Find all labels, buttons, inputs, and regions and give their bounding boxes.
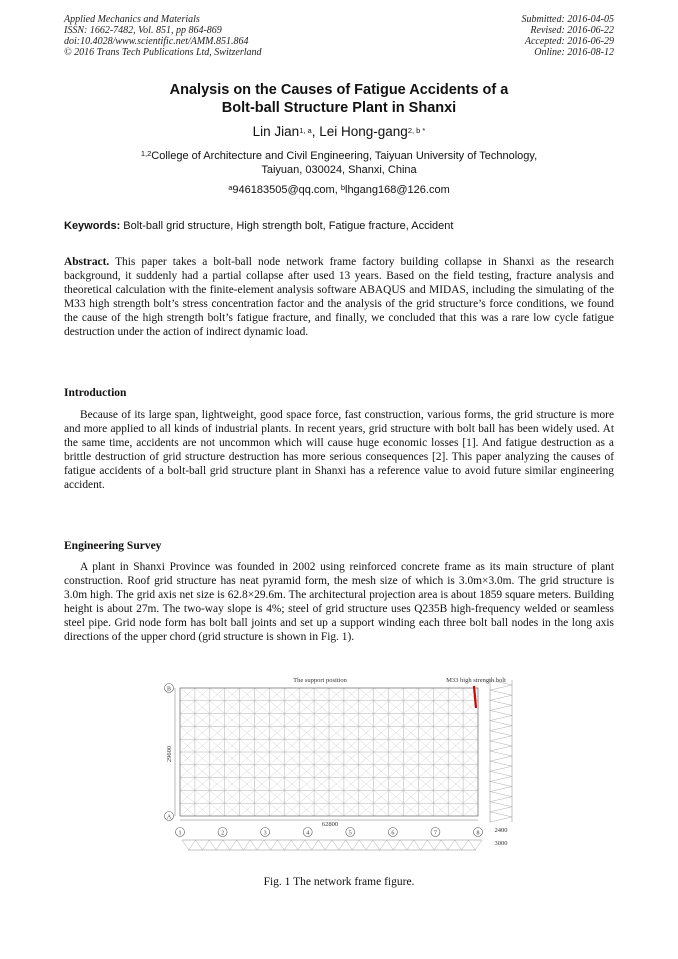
author-1-affiliation-mark: 1, a — [299, 126, 312, 135]
author-emails — [0, 184, 678, 196]
depth-dimension-1: 2400 — [494, 827, 508, 834]
email-a: 946183505@qq.com, — [232, 184, 341, 196]
axis-marker-label: 5 — [348, 830, 352, 837]
title-line-2: Bolt-ball Structure Plant in Shanxi — [221, 100, 457, 116]
survey-text: A plant in Shanxi Province was founded in 2002 using reinforced concrete frame as its main structure of plant construction. Roof grid structure has neat pyramid form, the mesh size of which is 3.0m×3.0m. The grid structure is 3.0m high. The grid axis net size is 62.8×29.6m. The architectural projection area is about 1859 square meters. Building height is about 27m. The two-way slope is 4%; steel of grid structure uses Q235B high-frequency welded or seamless steel pipe. Grid node form has bolt ball joints and set up a support winding each three bolt ball nodes in the long axis directions of the upper chord (grid structure is shown in Fig. 1). — [64, 561, 614, 643]
paper-title — [0, 81, 678, 117]
network-frame-figure — [160, 672, 516, 854]
journal-issn: ISSN: 1662-7482, Vol. 851, pp 864-869 — [64, 25, 222, 36]
row-label-bottom: A — [166, 814, 172, 821]
affiliation-line-2: Taiyuan, 030024, Shanxi, China — [261, 164, 417, 176]
axis-marker-label: 4 — [306, 830, 310, 837]
width-dimension: 62800 — [321, 821, 339, 828]
author-list — [0, 124, 678, 139]
axis-marker-label: 8 — [476, 830, 480, 837]
side-truss-elevation — [490, 680, 512, 822]
author-1: Lin Jian — [252, 124, 300, 139]
abstract-label: Abstract. — [64, 256, 110, 268]
abstract-text: This paper takes a bolt-ball node network frame factory building collapse in Shanxi as the research background, it suddenly had a partial collapse after used 13 years. Based on the field testing, fracture analysis and theoretical calculation with the finite-element analysis software ABAQUS and MIDAS, including the simulating of the M33 high strength bolt’s stress concentration factor and the analysis of the grid structure’s force conditions, we found the cause of the high strength bolt’s fatigue fracture, and finally, we concluded that this was a rare low cycle fatigue destruction under the action of indirect dynamic load. — [64, 256, 614, 338]
journal-copyright: © 2016 Trans Tech Publications Ltd, Switzerland — [64, 47, 262, 58]
depth-dimension-2: 3000 — [494, 840, 508, 847]
email-mark-a: a — [228, 183, 233, 192]
height-dimension: 29600 — [166, 745, 173, 763]
keywords — [64, 220, 616, 232]
journal-doi: doi:10.4028/www.scientific.net/AMM.851.864 — [64, 36, 249, 47]
keywords-text: Bolt-ball grid structure, High strength bolt, Fatigue fracture, Accident — [120, 220, 454, 232]
bolt-label: M33 high strength bolt — [446, 677, 506, 684]
affiliation — [0, 149, 678, 177]
side-truss-web — [490, 680, 512, 822]
figure-caption: Fig. 1 The network frame figure. — [263, 876, 415, 888]
axis-marker-label: 1 — [178, 830, 182, 837]
title-line-1: Analysis on the Causes of Fatigue Accidents of a — [169, 82, 509, 98]
axis-marker-label: 2 — [221, 830, 225, 837]
dates-header — [522, 14, 615, 58]
affiliation-mark: 1,2 — [140, 149, 152, 158]
bottom-truss-web — [182, 840, 482, 850]
row-label-top: B — [166, 686, 172, 693]
keywords-label: Keywords: — [64, 220, 121, 232]
introduction-text: Because of its large span, lightweight, good space force, fast construction, various forms, the grid structure is more and more applied to all kinds of industrial plants. In recent years, grid structure with bolt ball has been widely used. At the same time, accidents are not uncommon which will cause huge economic losses [1]. And fatigue destruction as a brittle destruction of grid structure destruction has more serious consequences [2]. This paper analyzing the causes of fatigue accidents of a bolt-ball grid structure plant in Shanxi has a reference value to avoid future similar engineering accident. — [64, 409, 614, 491]
author-separator: , — [311, 124, 320, 139]
email-mark-b: b — [340, 183, 345, 192]
survey-heading: Engineering Survey — [64, 540, 162, 552]
abstract — [64, 255, 614, 339]
author-2: Lei Hong-gang — [319, 124, 408, 139]
axis-marker-label: 3 — [263, 830, 267, 837]
introduction-heading: Introduction — [64, 387, 127, 399]
author-2-affiliation-mark: 2, b * — [407, 126, 426, 135]
affiliation-line-1: College of Architecture and Civil Engineering, Taiyuan University of Technology, — [151, 150, 538, 162]
support-position-label: The support position — [293, 677, 347, 684]
date-online: Online: 2016-08-12 — [534, 47, 614, 58]
journal-name: Applied Mechanics and Materials — [64, 14, 200, 25]
grid-plan — [175, 688, 478, 820]
date-accepted: Accepted: 2016-06-29 — [524, 36, 614, 47]
axis-marker-label: 6 — [391, 830, 395, 837]
axis-markers — [176, 828, 483, 837]
date-revised: Revised: 2016-06-22 — [530, 25, 614, 36]
bottom-truss-elevation — [182, 840, 482, 850]
bolt-highlight — [474, 686, 476, 708]
email-b: lhgang168@126.com — [345, 184, 450, 196]
axis-marker-label: 7 — [433, 830, 437, 837]
journal-header — [64, 14, 262, 58]
date-submitted: Submitted: 2016-04-05 — [521, 14, 614, 25]
